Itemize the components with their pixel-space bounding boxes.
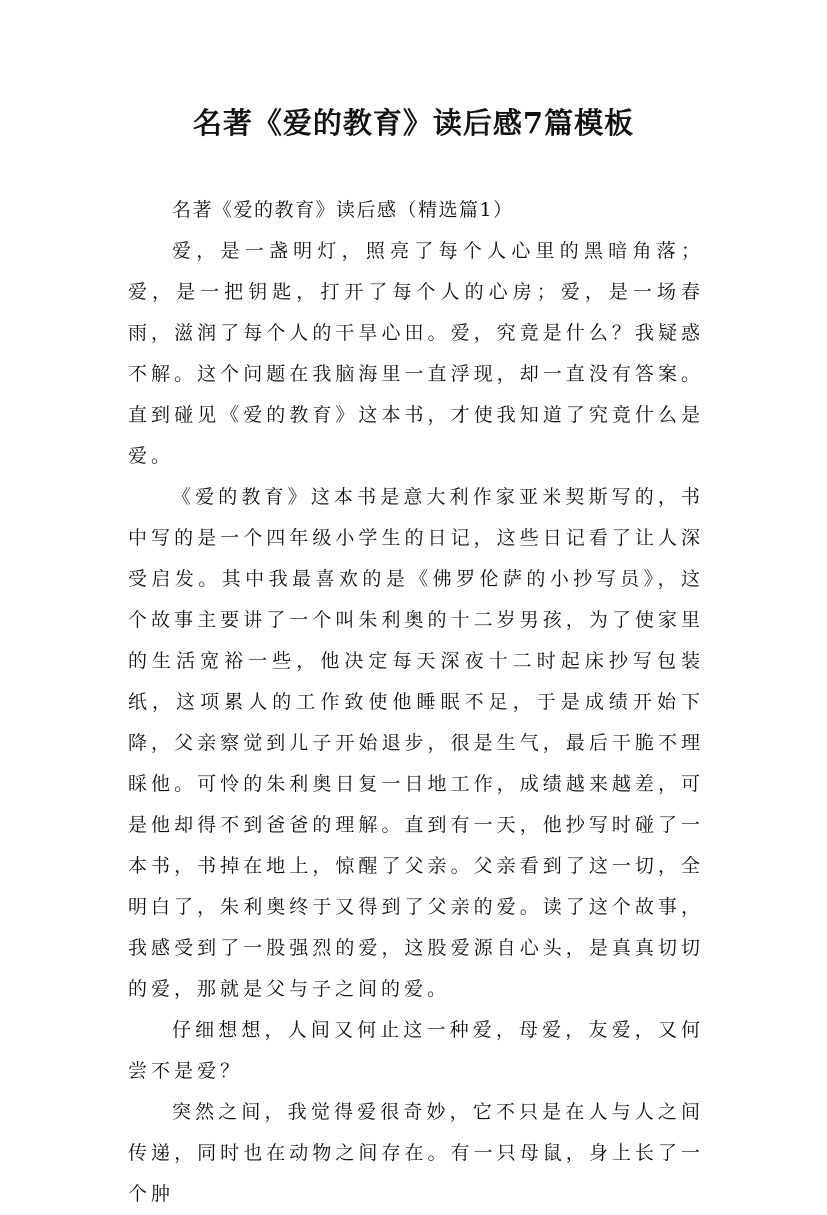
section-heading: 名著《爱的教育》读后感（精选篇1） [172, 199, 514, 221]
document-title: 名著《爱的教育》读后感7篇模板 [192, 106, 635, 140]
paragraph: 仔细想想，人间又何止这一种爱，母爱，友爱，又何尝不是爱？ [128, 1019, 704, 1082]
paragraph: 爱，是一盏明灯，照亮了每个人心里的黑暗角落；爱，是一把钥匙，打开了每个人的心房；爱，是一场春雨，滋润了每个人的干旱心田。爱，究竟是什么？我疑惑不解。这个问题在我脑海里一直浮现，却一直没有答案。直到碰见《爱的教育》这本书，才使我知道了究竟什么是爱。 [128, 240, 704, 467]
document-body [128, 190, 704, 1215]
paragraph: 《爱的教育》这本书是意大利作家亚米契斯写的，书中写的是一个四年级小学生的日记，这些日记看了让人深受启发。其中我最喜欢的是《佛罗伦萨的小抄写员》，这个故事主要讲了一个叫朱利奥的十二岁男孩，为了使家里的生活宽裕一些，他决定每天深夜十二时起床抄写包装纸，这项累人的工作致使他睡眠不足，于是成绩开始下降，父亲察觉到儿子开始退步，很是生气，最后干脆不理睬他。可怜的朱利奥日复一日地工作，成绩越来越差，可是他却得不到爸爸的理解。直到有一天，他抄写时碰了一本书，书掉在地上，惊醒了父亲。父亲看到了这一切，全明白了，朱利奥终于又得到了父亲的爱。读了这个故事，我感受到了一股强烈的爱，这股爱源自心头，是真真切切的爱，那就是父与子之间的爱。 [128, 486, 704, 1000]
paragraph: 突然之间，我觉得爱很奇妙，它不只是在人与人之间传递，同时也在动物之间存在。有一只母鼠，身上长了一个肿 [128, 1101, 704, 1205]
